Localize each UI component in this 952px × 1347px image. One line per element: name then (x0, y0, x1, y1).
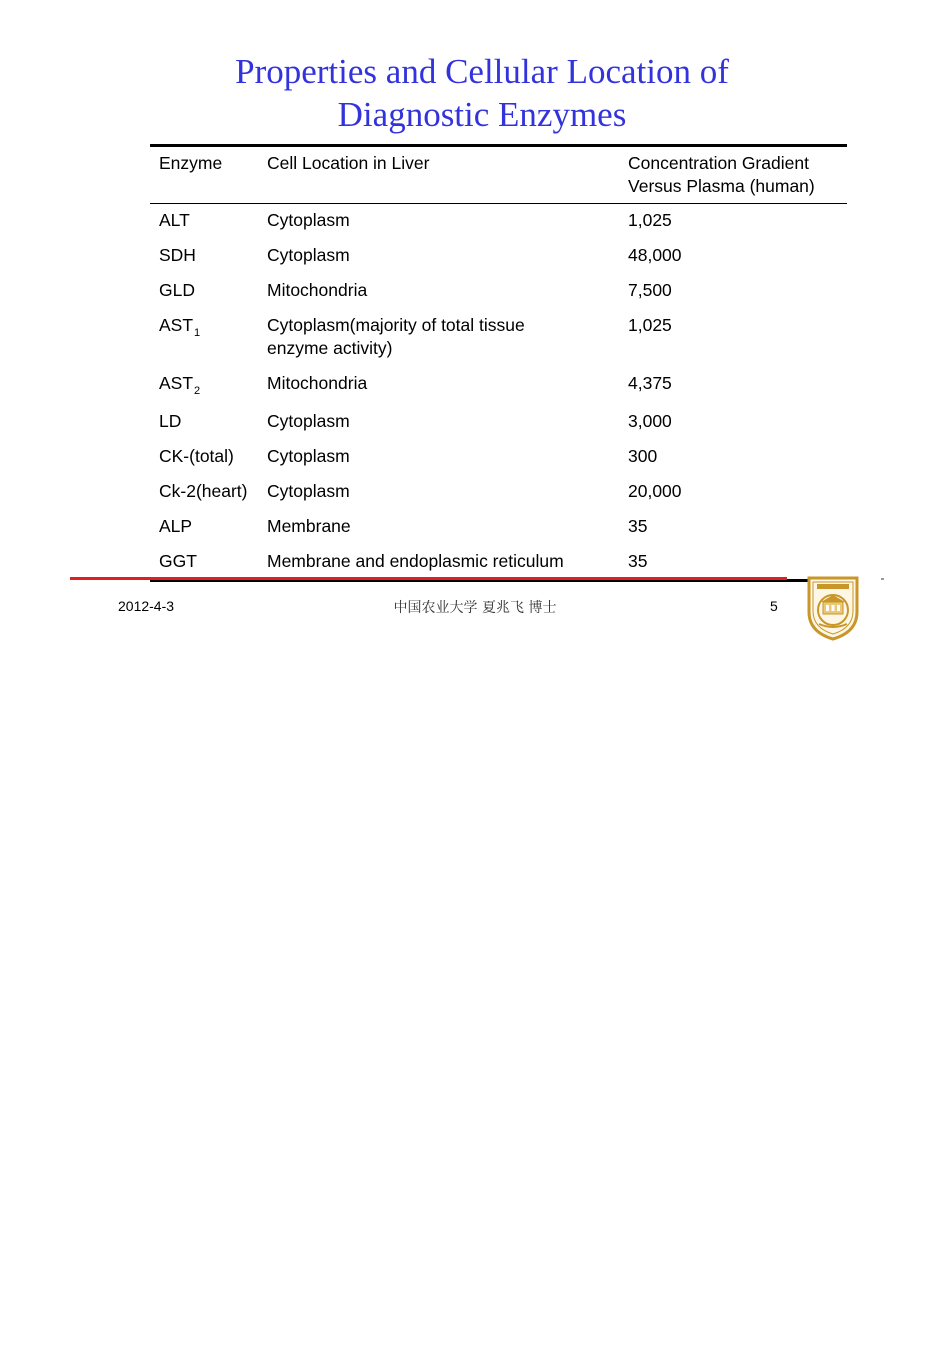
enzyme-cell (150, 439, 258, 474)
enzyme-name: ALP (159, 516, 193, 536)
table-row (150, 509, 847, 544)
enzyme-table-container (150, 144, 847, 582)
enzyme-cell (150, 509, 258, 544)
enzyme-table (150, 144, 847, 582)
enzyme-name: LD (159, 411, 182, 431)
table-row (150, 204, 847, 239)
enzyme-subscript: 2 (194, 385, 201, 397)
enzyme-name: CK-(total) (159, 446, 234, 466)
enzyme-cell (150, 204, 258, 239)
enzyme-name: GGT (159, 551, 197, 571)
enzyme-cell (150, 404, 258, 439)
concentration-gradient: 35 (628, 516, 648, 536)
slide-title-line-1: Properties and Cellular Location of (235, 52, 729, 91)
header-cell-location: Cell Location in Liver (267, 153, 430, 173)
table-row (150, 273, 847, 308)
footer-rule (70, 577, 787, 580)
slide-title-line-2: Diagnostic Enzymes (337, 95, 627, 134)
page-number: 5 (770, 598, 778, 614)
concentration-gradient: 7,500 (628, 280, 672, 300)
table-row (150, 366, 847, 404)
enzyme-name: GLD (159, 280, 195, 300)
header-enzyme: Enzyme (159, 153, 223, 173)
concentration-gradient: 35 (628, 551, 648, 571)
concentration-gradient: 300 (628, 446, 658, 466)
university-seal-icon (805, 572, 861, 642)
header-concentration-gradient: Concentration Gradient Versus Plasma (human) (628, 153, 815, 196)
concentration-gradient: 3,000 (628, 411, 672, 431)
cell-location: Cytoplasm (267, 411, 350, 431)
table-row (150, 474, 847, 509)
enzyme-cell (150, 366, 258, 404)
enzyme-name: ALT (159, 210, 190, 230)
concentration-gradient: 48,000 (628, 245, 682, 265)
table-body (150, 204, 847, 581)
cell-location: Mitochondria (267, 280, 368, 300)
enzyme-cell (150, 544, 258, 581)
footer-date: 2012-4-3 (118, 598, 175, 614)
cell-location: Mitochondria (267, 373, 368, 393)
cell-location: Cytoplasm (267, 210, 350, 230)
table-header-row (150, 146, 847, 204)
concentration-gradient: 4,375 (628, 373, 672, 393)
cell-location: Cytoplasm(majority of total tissue enzyme activity) (267, 315, 525, 358)
cell-location: Cytoplasm (267, 245, 350, 265)
enzyme-name: AST (159, 373, 194, 393)
enzyme-name: SDH (159, 245, 196, 265)
table-row (150, 238, 847, 273)
enzyme-cell (150, 273, 258, 308)
enzyme-cell (150, 308, 258, 366)
enzyme-name: Ck-2(heart) (159, 481, 248, 501)
table-row (150, 439, 847, 474)
table-row (150, 308, 847, 366)
table-row (150, 544, 847, 581)
cell-location: Cytoplasm (267, 446, 350, 466)
enzyme-name: AST (159, 315, 194, 335)
footer-rule-end-mark (881, 578, 884, 580)
concentration-gradient: 20,000 (628, 481, 682, 501)
concentration-gradient: 1,025 (628, 210, 672, 230)
cell-location: Cytoplasm (267, 481, 350, 501)
concentration-gradient: 1,025 (628, 315, 672, 335)
cell-location: Membrane and endoplasmic reticulum (267, 551, 564, 571)
enzyme-cell (150, 238, 258, 273)
cell-location: Membrane (267, 516, 351, 536)
enzyme-subscript: 1 (194, 327, 201, 339)
footer-author: 中国农业大学 夏兆飞 博士 (393, 600, 557, 616)
table-row (150, 404, 847, 439)
slide-title (150, 50, 814, 136)
enzyme-cell (150, 474, 258, 509)
